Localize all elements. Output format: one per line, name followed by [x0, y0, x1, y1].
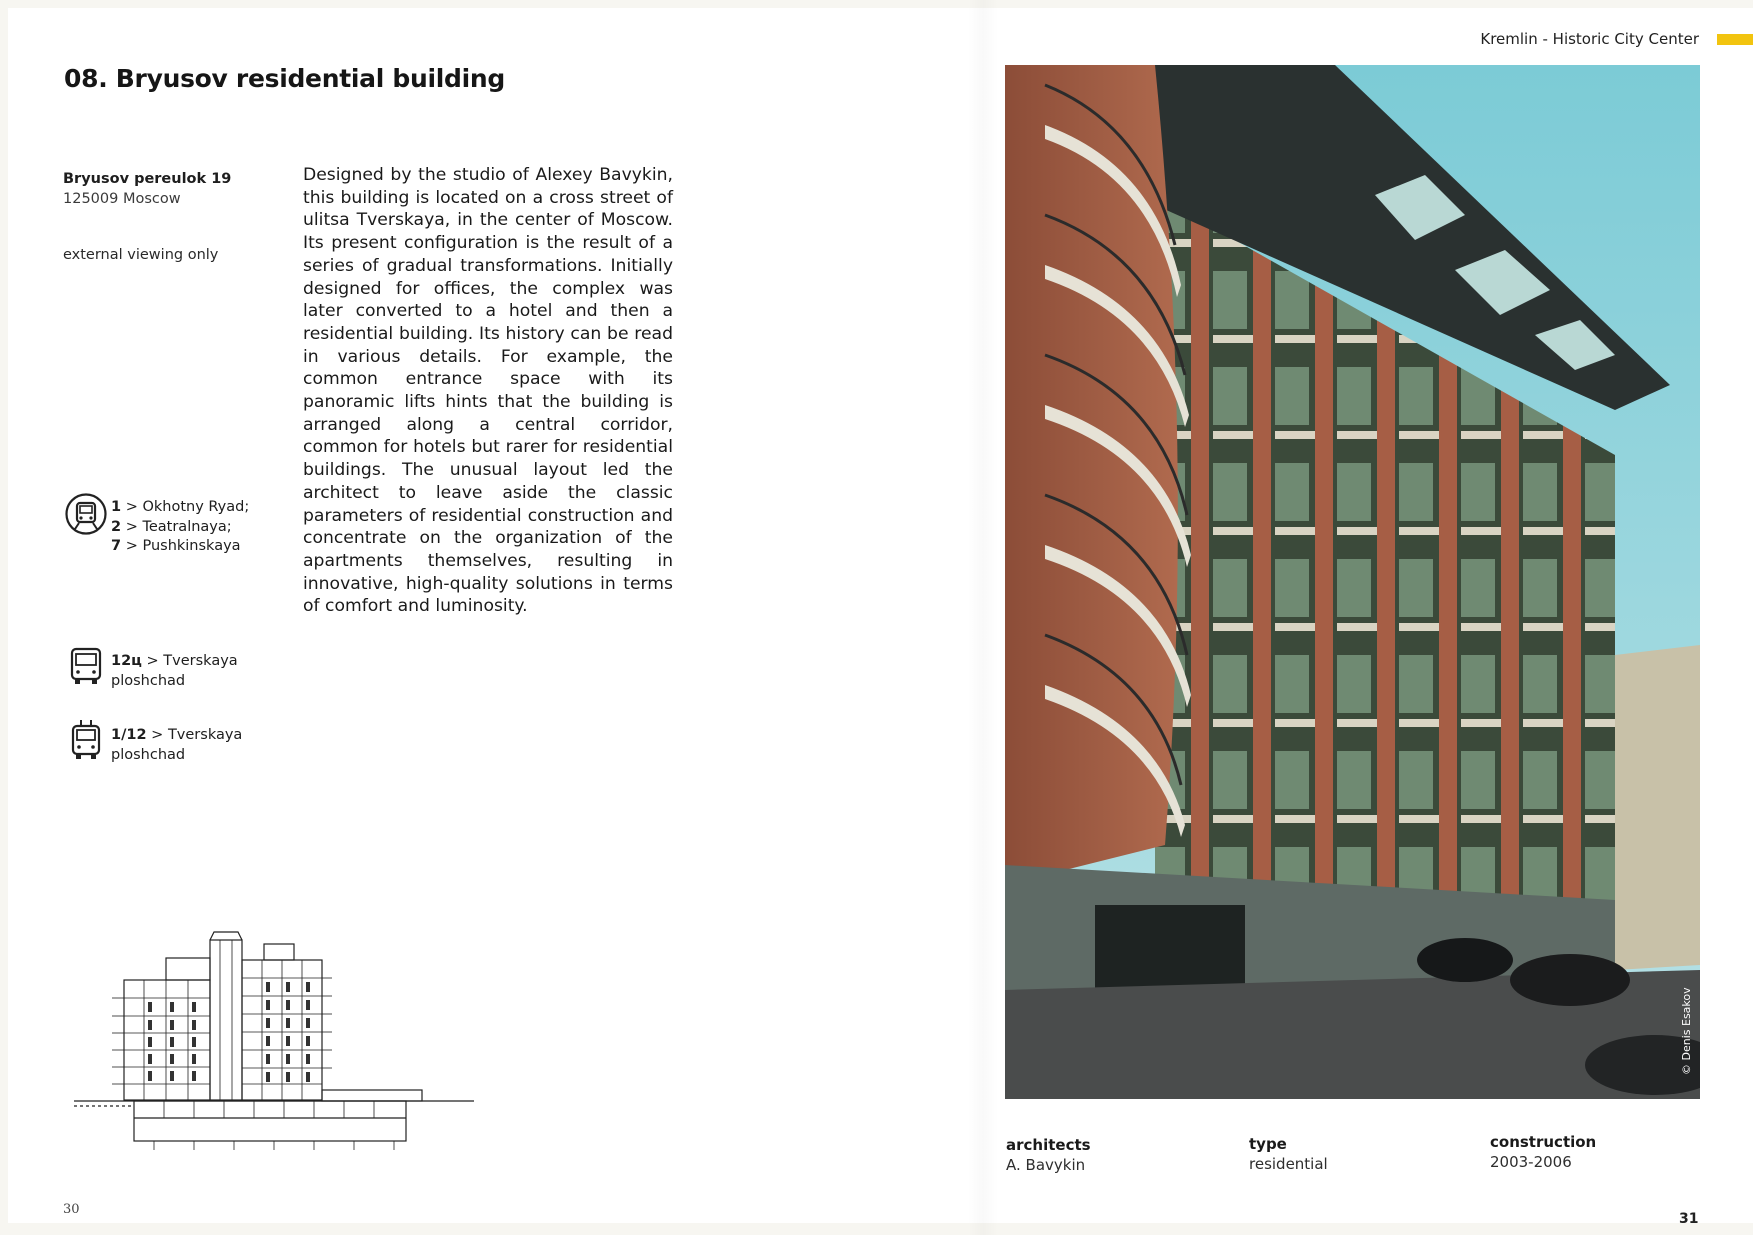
metro-lines — [111, 498, 249, 557]
page-number-left: 30 — [63, 1202, 80, 1217]
book-gutter — [968, 0, 998, 1235]
metro-line-item: 2 > Teatralnaya; — [111, 518, 232, 535]
section-color-tab — [1717, 34, 1753, 45]
page-title: 08. Bryusov residential building — [64, 64, 505, 93]
description-text: Designed by the studio of Alexey Bavykin, this building is located on a cross street of ulitsa Tverskaya, in the center of Moscow. Its present configuration is the result of a series of gradual transformations. Initially designed for offices, the complex was later converted to a hotel and then a residential building. Its history can be read in various details. For example, the common entrance space with its panoramic lifts hints that the building is arranged along a central corridor, common for hotels but rarer for residential buildings. The unusual layout led the architect to leave aside the classic parameters of residential construction and concentrate on the organization of the apartments themselves, resulting in innovative, high-quality solutions in terms of comfort and luminosity. — [303, 165, 673, 617]
architects-label: architects — [1006, 1136, 1091, 1154]
access-note: external viewing only — [63, 247, 219, 263]
building-photo — [1005, 65, 1700, 1099]
architects-value: A. Bavykin — [1006, 1156, 1086, 1174]
bus-icon — [64, 644, 108, 688]
page-number-right: 31 — [1679, 1211, 1699, 1227]
construction-label: construction — [1490, 1133, 1597, 1151]
photo-credit: © Denis Esakov — [1680, 987, 1693, 1075]
trolleybus-route: 1/12 > Tverskaya ploshchad — [111, 727, 243, 763]
type-value: residential — [1249, 1155, 1328, 1173]
metro-icon — [64, 492, 108, 536]
type-label: type — [1249, 1135, 1287, 1153]
metro-line-item: 1 > Okhotny Ryad; — [111, 499, 250, 515]
metro-line-item: 7 > Pushkinskaya — [111, 538, 241, 554]
trolleybus-icon — [64, 718, 108, 762]
running-head: Kremlin - Historic City Center — [1480, 30, 1699, 48]
building-section-drawing — [74, 918, 474, 1158]
construction-value: 2003-2006 — [1490, 1153, 1572, 1171]
bus-route: 12ц > Tverskaya ploshchad — [111, 653, 238, 689]
address-city: 125009 Moscow — [63, 191, 181, 207]
address-street: Bryusov pereulok 19 — [63, 171, 232, 187]
